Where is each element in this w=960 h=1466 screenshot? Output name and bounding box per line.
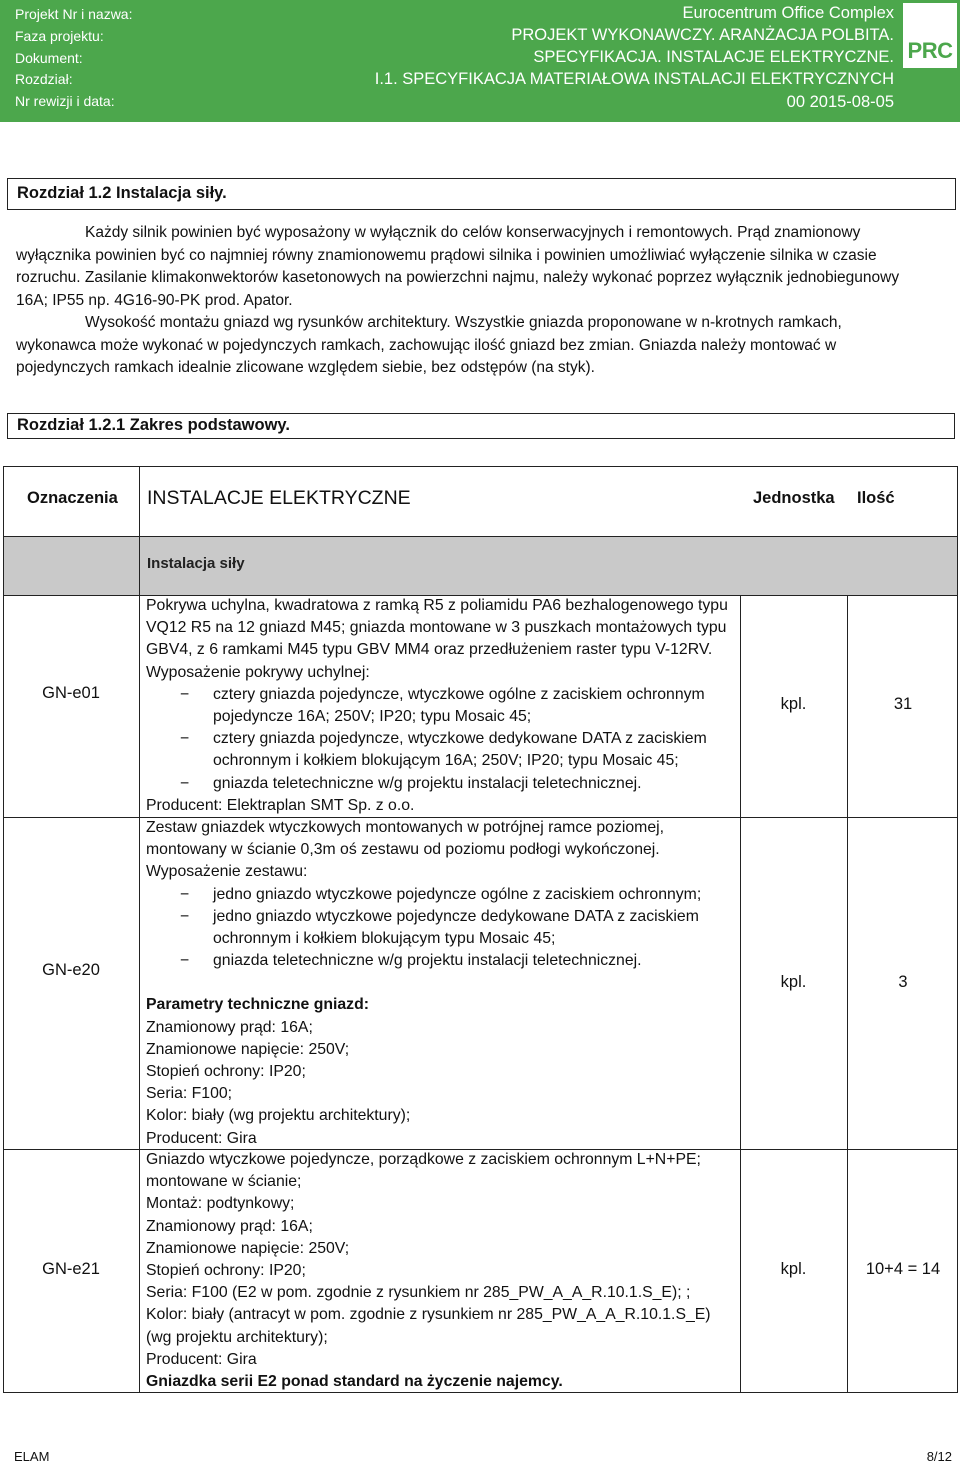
param-line: Znamionowe napięcie: 250V; — [146, 1040, 350, 1058]
footer-company: ELAM — [14, 1449, 50, 1464]
spec-line: Znamionowe napięcie: 250V; — [146, 1239, 350, 1257]
spec-line: Stopień ochrony: IP20; — [146, 1262, 306, 1280]
col-header-qty: Ilość — [857, 489, 895, 507]
col-header-unit: Jednostka — [753, 489, 835, 507]
spec-line: Kolor: biały (antracyt w pom. zgodnie z rysunkiem nr 285_PW_A_A_R.10.1.S_E) — [146, 1306, 711, 1324]
row-code: GN-e20 — [42, 961, 100, 979]
table-border-top — [3, 466, 957, 467]
params-title: Parametry techniczne gniazd: — [146, 996, 369, 1014]
header-labels — [15, 4, 132, 113]
subsection-title: Rozdział 1.2.1 Zakres podstawowy. — [17, 416, 290, 434]
list-item-text: gniazda teletechniczne w/g projektu instalacji teletechnicznej. — [213, 774, 642, 792]
intro-paragraph: Wysokość montażu gniazd wg rysunków architektury. Wszystkie gniazda proponowane w n-krotnych ramkach, wykonawca może wykonać w pojedynczych ramkach, zachowując ilość gniazd bez zmian. Gniazda należy montować w pojedynczych ramkach idealnie zlicowane względem siebie, bez odstępów (na styk). — [16, 314, 842, 376]
label-phase: Faza projektu: — [15, 27, 104, 44]
list-item: − jedno gniazdo wtyczkowe pojedyncze ogólne z zaciskiem ochronnym; — [180, 885, 702, 903]
list-item: − gniazda teletechniczne w/g projektu instalacji teletechnicznej. — [180, 774, 642, 792]
project-phase: PROJEKT WYKONAWCZY. ARANŻACJA POLBITA. — [511, 26, 894, 44]
spec-line: Montaż: podtynkowy; — [146, 1195, 295, 1213]
row-description — [146, 1149, 736, 1393]
list-item-cont: ochronnym i kołkiem blokującym typu Mosaic 45; — [213, 930, 556, 948]
list-item: − cztery gniazda pojedyncze, wtyczkowe dedykowane DATA z zaciskiem — [180, 730, 707, 748]
producer: Producent: Elektraplan SMT Sp. z o.o. — [146, 796, 415, 814]
param-line: Kolor: biały (wg projektu architektury); — [146, 1107, 411, 1125]
label-chapter: Rozdział: — [15, 71, 73, 88]
spec-line: Producent: Gira — [146, 1350, 257, 1368]
spec-line: Gniazdo wtyczkowe pojedyncze, porządkowe z zaciskiem ochronnym L+N+PE; — [146, 1151, 701, 1168]
document-name: SPECYFIKACJA. INSTALACJE ELEKTRYCZNE. — [533, 48, 894, 66]
col-header-code: Oznaczenia — [27, 489, 118, 507]
spec-line: montowane w ścianie; — [146, 1173, 302, 1191]
param-line: Seria: F100; — [146, 1085, 233, 1103]
spec-line: (wg projektu architektury); — [146, 1328, 328, 1346]
row-unit: kpl. — [780, 1260, 807, 1278]
col-header-title: INSTALACJE ELEKTRYCZNE — [147, 487, 411, 509]
subsection-title-box — [7, 413, 955, 439]
group-label: Instalacja siły — [147, 555, 245, 572]
intro-text — [16, 222, 916, 380]
row-qty: 31 — [893, 695, 913, 713]
row-unit: kpl. — [780, 973, 807, 991]
label-document: Dokument: — [15, 49, 83, 66]
column-divider — [139, 466, 140, 1393]
spec-line: Znamionowy prąd: 16A; — [146, 1217, 313, 1235]
document-header — [0, 0, 960, 122]
row-text: Zestaw gniazdek wtyczkowych montowanych w potrójnej ramce poziomej, montowany w ścianie 0,3m oś zestawu od poziomu podłogi wykończonej. — [146, 819, 665, 859]
row-qty: 10+4 = 14 — [865, 1260, 941, 1278]
spacer — [146, 972, 736, 994]
label-revision: Nr rewizji i data: — [15, 93, 115, 110]
section-title-box — [7, 178, 956, 210]
param-line: Stopień ochrony: IP20; — [146, 1063, 306, 1081]
table-border-left — [3, 466, 4, 1393]
logo-text: PRC — [907, 38, 953, 63]
row-text: Pokrywa uchylna, kwadratowa z ramką R5 z poliamidu PA6 bezhalogenowego typu VQ12 R5 na 12 gniazd M45; gniazda montowane w 3 puszkach montażowych typu GBV4, z 6 ramkami M45 typu GBV MM4 oraz przedłużeniem raster typu V-12RV. Wyposażenie pokrywy uchylnej: — [146, 597, 728, 681]
row-description — [146, 817, 736, 1150]
header-values — [375, 2, 894, 113]
param-line: Znamionowy prąd: 16A; — [146, 1018, 313, 1036]
equipment-label: Wyposażenie zestawu: — [146, 863, 308, 881]
project-name: Eurocentrum Office Complex — [682, 4, 894, 22]
prc-logo — [903, 3, 957, 68]
list-item: − gniazda teletechniczne w/g projektu instalacji teletechnicznej. — [180, 952, 642, 970]
list-item-text: jedno gniazdo wtyczkowe pojedyncze dedykowane DATA z zaciskiem — [213, 907, 699, 925]
list-item-text: cztery gniazda pojedyncze, wtyczkowe dedykowane DATA z zaciskiem — [213, 730, 707, 748]
list-item-text: gniazda teletechniczne w/g projektu instalacji teletechnicznej. — [213, 952, 642, 970]
label-project: Projekt Nr i nazwa: — [15, 6, 133, 22]
row-code: GN-e21 — [42, 1260, 100, 1278]
page-number: 8/12 — [926, 1449, 952, 1464]
chapter-name: I.1. SPECYFIKACJA MATERIAŁOWA INSTALACJI ELEKTRYCZNYCH — [374, 70, 894, 88]
table-border-right — [957, 466, 958, 1393]
list-item-cont: pojedyncze 16A; 250V; IP20; typu Mosaic 45; — [213, 708, 532, 726]
row-note: Gniazdka serii E2 ponad standard na życzenie najemcy. — [146, 1373, 563, 1391]
section-title: Rozdział 1.2 Instalacja siły. — [17, 184, 227, 202]
list-item-text: cztery gniazda pojedyncze, wtyczkowe ogólne z zaciskiem ochronnym — [213, 685, 705, 703]
spec-line: Seria: F100 (E2 w pom. zgodnie z rysunkiem nr 285_PW_A_A_R.10.1.S_E); ; — [146, 1284, 691, 1302]
list-item: − cztery gniazda pojedyncze, wtyczkowe ogólne z zaciskiem ochronnym — [180, 685, 705, 703]
list-item-cont: ochronnym i kołkiem blokującym 16A; 250V; IP20; typu Mosaic 45; — [213, 752, 679, 770]
list-item-text: jedno gniazdo wtyczkowe pojedyncze ogólne z zaciskiem ochronnym; — [213, 885, 702, 903]
param-line: Producent: Gira — [146, 1129, 257, 1147]
list-item: − jedno gniazdo wtyczkowe pojedyncze dedykowane DATA z zaciskiem — [180, 907, 699, 925]
table-divider — [3, 536, 957, 537]
row-code: GN-e01 — [42, 684, 100, 702]
revision-date: 00 2015-08-05 — [786, 93, 894, 111]
row-description — [146, 595, 736, 817]
intro-paragraph: Każdy silnik powinien być wyposażony w wyłącznik do celów konserwacyjnych i remontowych. Prąd znamionowy wyłącznika powinien być co najmniej równy znamionowemu prądowi silnika i powinien umożliwiać wyłączenie silnika w czasie rozruchu. Zasilanie klimakonwektorów kasetonowych na powierzchni najmu, należy wykonać poprzez wyłącznik jednobiegunowy 16A; IP55 np. 4G16-90-PK prod. Apator. — [16, 224, 900, 309]
row-qty: 3 — [898, 973, 908, 991]
row-unit: kpl. — [780, 695, 807, 713]
